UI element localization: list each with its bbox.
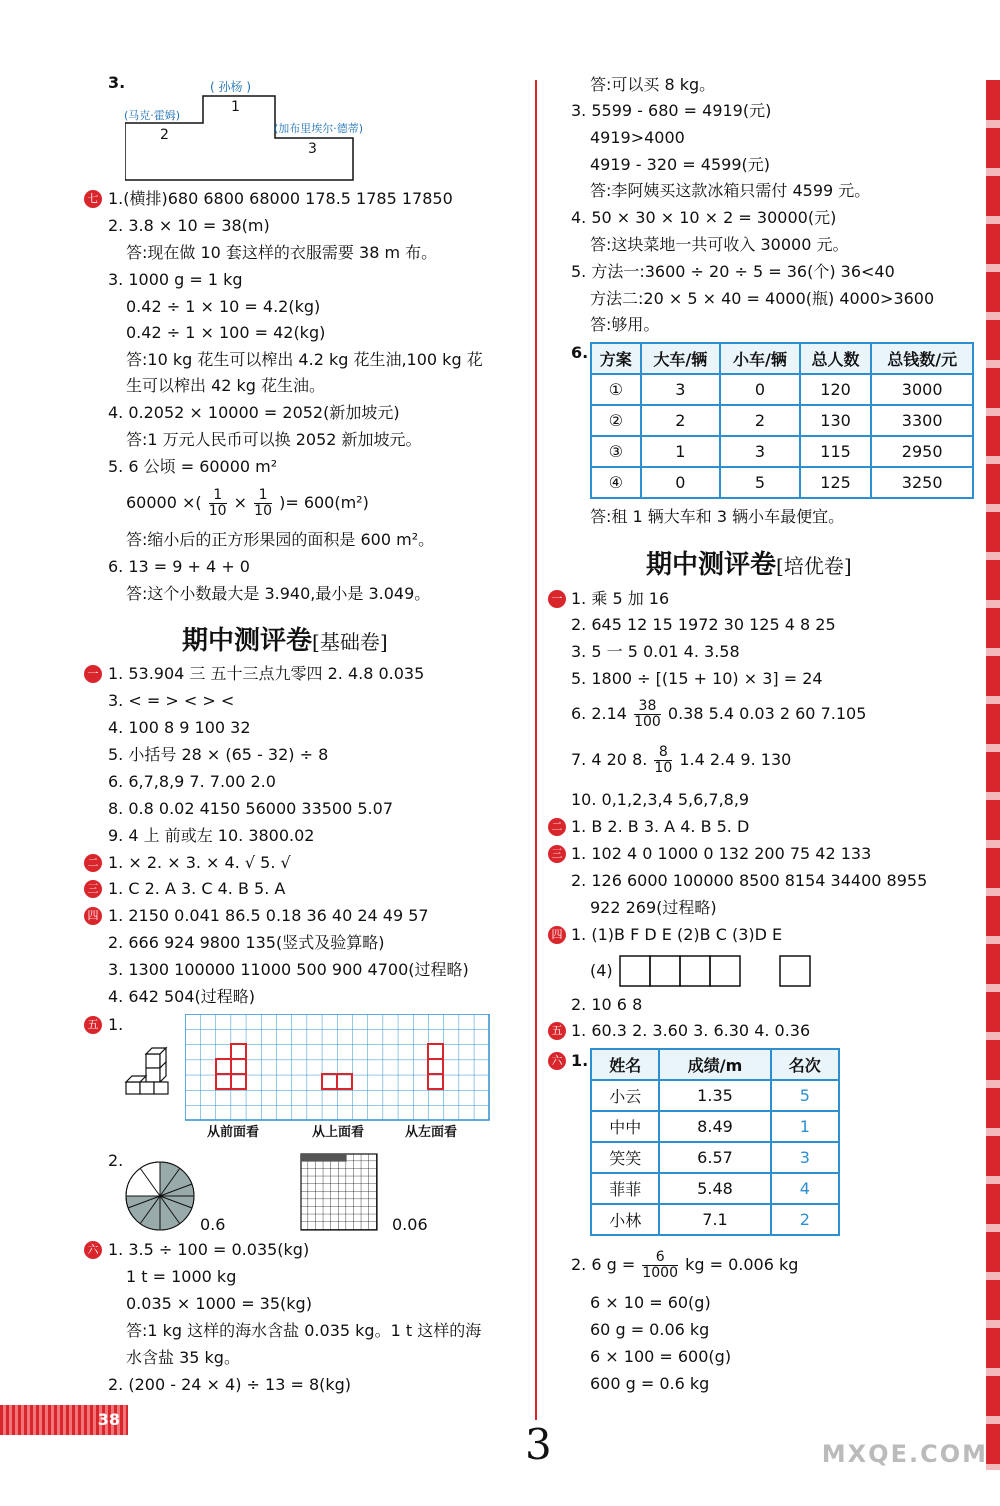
value-label: 0.06: [392, 1215, 428, 1234]
table-header: 大车/辆: [641, 343, 721, 374]
fraction-line: [571, 697, 866, 731]
answer-line: 3. < = > < > <: [108, 691, 235, 710]
answer-line: 5. 方法一:3600 ÷ 20 ÷ 5 = 36(个) 36<40: [571, 262, 895, 281]
podium-first-name: 孙杨: [218, 80, 243, 94]
answer-line: 水含盐 35 kg。: [126, 1348, 240, 1367]
answer-label: 1.: [108, 1015, 124, 1034]
answer-line: 4. 50 × 30 × 10 × 2 = 30000(元): [571, 208, 837, 227]
fraction-line-post: 0.38 5.4 0.03 2 60 7.105: [667, 704, 867, 723]
table-header: 姓名: [591, 1049, 659, 1080]
answer-line: 答:够用。: [590, 315, 660, 334]
view-grid: [185, 1014, 490, 1121]
section-title-sub: [培优卷]: [776, 554, 852, 578]
fraction-line-pre: 7. 4 20 8.: [571, 750, 648, 769]
answer-line: 1.(横排)680 6800 68000 178.5 1785 17850: [108, 189, 453, 208]
table-cell: 1: [641, 436, 721, 467]
table-cell: ①: [591, 374, 641, 405]
answer-line: 10. 0,1,2,3,4 5,6,7,8,9: [571, 790, 750, 809]
page-number: 38: [0, 1405, 128, 1435]
answer-line: 3. 5599 - 680 = 4919(元): [571, 101, 772, 120]
fraction-line-pre: 6. 2.14: [571, 704, 627, 723]
answer-line: 答:租 1 辆大车和 3 辆小车最便宜。: [590, 507, 845, 526]
table-cell: 3: [720, 436, 800, 467]
table-header: 小车/辆: [720, 343, 800, 374]
answer-line: 1 t = 1000 kg: [126, 1267, 237, 1286]
value-label: 0.6: [200, 1215, 226, 1234]
section-badge: 六: [548, 1052, 566, 1070]
table-header: 成绩/m: [659, 1049, 770, 1080]
section-badge: 六: [84, 1241, 102, 1259]
section-title-text: 期中测评卷: [646, 550, 777, 580]
fraction-numerator: 1: [254, 488, 272, 504]
rank-cell: 1: [771, 1111, 839, 1142]
answer-line: 方法二:20 × 5 × 40 = 4000(瓶) 4000>3600: [590, 289, 935, 308]
answer-line: 9. 4 上 前或左 10. 3800.02: [108, 826, 315, 845]
fraction: [642, 1250, 678, 1281]
table-row: [591, 405, 973, 436]
fraction-line-pre: 2. 6 g =: [571, 1255, 636, 1274]
answer-line: 0.42 ÷ 1 × 10 = 4.2(kg): [126, 297, 321, 316]
section-badge: 三: [84, 880, 102, 898]
rank-cell: 2: [771, 1204, 839, 1235]
watermark: MXQE.COM: [821, 1440, 988, 1468]
answer-line: 1. 60.3 2. 3.60 3. 6.30 4. 0.36: [571, 1021, 811, 1040]
podium-third-name: 加布里埃尔·德蒂: [278, 122, 359, 135]
table-row: [591, 1173, 839, 1204]
answer-label: 1.: [571, 1051, 589, 1070]
table-row: [591, 1080, 839, 1111]
section-badge: 七: [84, 190, 102, 208]
fraction-denominator: 1000: [642, 1265, 678, 1281]
fraction-line: [571, 1248, 798, 1282]
q3-label: 3.: [108, 73, 126, 92]
rank-cell: 4: [771, 1173, 839, 1204]
table-cell: ②: [591, 405, 641, 436]
shaded-circle: [124, 1160, 196, 1232]
table-cell: 0: [641, 467, 721, 498]
table-row: [591, 374, 973, 405]
table-cell: 2: [720, 405, 800, 436]
answer-line: 0.035 × 1000 = 35(kg): [126, 1294, 312, 1313]
table-cell: 3: [641, 374, 721, 405]
section-badge: 四: [84, 907, 102, 925]
answer-line: 5. 6 公顷 = 60000 m²: [108, 457, 278, 476]
section-title: [646, 544, 852, 581]
table-cell: 2950: [871, 436, 973, 467]
answer-label: 2.: [108, 1151, 124, 1170]
answer-line: 2. 126 6000 100000 8500 8154 34400 8955: [571, 871, 928, 890]
answer-line: 6 × 100 = 600(g): [590, 1347, 732, 1366]
plan-table: [590, 342, 974, 499]
fraction-numerator: 6: [642, 1250, 678, 1266]
table-cell: 120: [800, 374, 872, 405]
section-title-sub: [基础卷]: [312, 630, 388, 654]
answer-line: 2. 3.8 × 10 = 38(m): [108, 216, 270, 235]
podium-rank-3: 3: [308, 141, 317, 157]
fraction-line-post: kg = 0.006 kg: [685, 1255, 799, 1274]
table-cell: 小云: [591, 1080, 659, 1111]
table-cell: 130: [800, 405, 872, 436]
podium-first: ( 孙杨 ): [210, 80, 252, 94]
table-cell: 8.49: [659, 1111, 770, 1142]
answer-line: 1. 53.904 三 五十三点九零四 2. 4.8 0.035: [108, 664, 425, 683]
podium-second-name: 马克·霍姆: [128, 109, 176, 122]
handwritten-mark: 3: [525, 1420, 552, 1469]
answer-line: 600 g = 0.6 kg: [590, 1374, 710, 1393]
table-row: [591, 1111, 839, 1142]
podium-rank-2: 2: [160, 127, 169, 143]
answer-line: 答:这块菜地一共可收入 30000 元。: [590, 235, 849, 254]
table-header: 名次: [771, 1049, 839, 1080]
answer-line: 3. 1300 100000 11000 500 900 4700(过程略): [108, 960, 469, 979]
fraction-numerator: 1: [209, 488, 227, 504]
table-cell: 3300: [871, 405, 973, 436]
table-cell: 5: [720, 467, 800, 498]
answer-line: 1. B 2. B 3. A 4. B 5. D: [571, 817, 750, 836]
table-cell: 3000: [871, 374, 973, 405]
answer-label: 6.: [571, 343, 589, 362]
cube-stack-figure: [124, 1040, 174, 1096]
answer-line: 6. 13 = 9 + 4 + 0: [108, 557, 250, 576]
table-cell: ③: [591, 436, 641, 467]
answer-line: 1. 2150 0.041 86.5 0.18 36 40 24 49 57: [108, 906, 429, 925]
answer-line: 5. 小括号 28 × (65 - 32) ÷ 8: [108, 745, 329, 764]
fraction-denominator: 10: [254, 503, 272, 519]
answer-line: 4. 0.2052 × 10000 = 2052(新加坡元): [108, 403, 400, 422]
podium-second: (马克·霍姆): [124, 109, 181, 122]
table-cell: ④: [591, 467, 641, 498]
fraction-equation-post: )= 600(m²): [279, 493, 369, 512]
answer-line: 60 g = 0.06 kg: [590, 1320, 710, 1339]
shaded-grid: [300, 1153, 386, 1231]
view-label-front: 从前面看: [207, 1125, 260, 1140]
table-row: [591, 436, 973, 467]
answer-line: 答:李阿姨买这款冰箱只需付 4599 元。: [590, 181, 871, 200]
answer-line: 1. × 2. × 3. × 4. √ 5. √: [108, 853, 291, 872]
answer-line: 0.42 ÷ 1 × 100 = 42(kg): [126, 323, 326, 342]
table-cell: 2: [641, 405, 721, 436]
column-divider: [535, 80, 537, 1420]
side-color-band: [986, 80, 1000, 1470]
answer-line: 5. 1800 ÷ [(15 + 10) × 3] = 24: [571, 669, 823, 688]
section-title: [182, 620, 388, 657]
answer-line: 6 × 10 = 60(g): [590, 1293, 711, 1312]
table-header: 总钱数/元: [871, 343, 973, 374]
table-cell: 0: [720, 374, 800, 405]
podium-rank-1: 1: [231, 99, 240, 115]
answer-line: 答:可以买 8 kg。: [590, 75, 716, 94]
answer-line: 2. (200 - 24 × 4) ÷ 13 = 8(kg): [108, 1375, 352, 1394]
table-header: 总人数: [800, 343, 872, 374]
rank-cell: 3: [771, 1142, 839, 1173]
fraction-numerator: 38: [634, 699, 661, 715]
answer-line: 2. 645 12 15 1972 30 125 4 8 25: [571, 615, 836, 634]
answer-line: 4. 100 8 9 100 32: [108, 718, 251, 737]
section-badge: 五: [548, 1022, 566, 1040]
table-cell: 125: [800, 467, 872, 498]
fraction-numerator: 8: [654, 745, 672, 761]
table-cell: 115: [800, 436, 872, 467]
section-badge: 五: [84, 1016, 102, 1034]
table-cell: 3250: [871, 467, 973, 498]
fraction: [254, 488, 272, 519]
fraction-denominator: 10: [654, 760, 673, 776]
table-cell: 7.1: [659, 1204, 770, 1235]
answer-line: (4): [590, 961, 613, 980]
table-header-row: [591, 343, 973, 374]
fraction-equation-pre: 60000 ×(: [126, 493, 202, 512]
score-table: [590, 1048, 840, 1236]
fraction-denominator: 10: [208, 503, 227, 519]
fraction-line-post: 1.4 2.4 9. 130: [679, 750, 792, 769]
answer-line: 生可以榨出 42 kg 花生油。: [126, 376, 326, 395]
table-cell: 5.48: [659, 1173, 770, 1204]
table-cell: 小林: [591, 1204, 659, 1235]
table-cell: 1.35: [659, 1080, 770, 1111]
answer-line: 2. 10 6 8: [571, 995, 643, 1014]
answer-line: 3. 5 一 5 0.01 4. 3.58: [571, 642, 740, 661]
answer-line: 1. 乘 5 加 16: [571, 589, 670, 608]
fraction-denominator: 100: [634, 714, 661, 730]
answer-line: 8. 0.8 0.02 4150 56000 33500 5.07: [108, 799, 393, 818]
view-label-left: 从左面看: [405, 1125, 458, 1140]
view-label-top: 从上面看: [312, 1125, 365, 1140]
answer-line: 4919 - 320 = 4599(元): [590, 155, 770, 174]
fraction: [634, 699, 661, 730]
section-badge: 一: [548, 590, 566, 608]
answer-line: 答:现在做 10 套这样的衣服需要 38 m 布。: [126, 243, 438, 262]
table-header: 方案: [591, 343, 641, 374]
fraction-equation: [126, 486, 369, 520]
answer-line: 4919>4000: [590, 128, 685, 147]
table-row: [591, 467, 973, 498]
table-header-row: [591, 1049, 839, 1080]
answer-line: 答:1 kg 这样的海水含盐 0.035 kg。1 t 这样的海: [126, 1321, 482, 1340]
fraction: [654, 745, 672, 776]
table-cell: 笑笑: [591, 1142, 659, 1173]
rank-cell: 5: [771, 1080, 839, 1111]
section-badge: 二: [84, 854, 102, 872]
answer-line: 3. 1000 g = 1 kg: [108, 270, 243, 289]
answer-line: 答:这个小数最大是 3.940,最小是 3.049。: [126, 584, 431, 603]
answer-line: 4. 642 504(过程略): [108, 987, 256, 1006]
answer-line: 1. 3.5 ÷ 100 = 0.035(kg): [108, 1240, 310, 1259]
answer-line: 6. 6,7,8,9 7. 7.00 2.0: [108, 772, 276, 791]
answer-line: 答:1 万元人民币可以换 2052 新加坡元。: [126, 430, 422, 449]
fraction: [209, 488, 227, 519]
podium-third: (加布里埃尔·德蒂): [274, 122, 364, 135]
answer-line: 答:10 kg 花生可以榨出 4.2 kg 花生油,100 kg 花: [126, 350, 483, 369]
section-badge: 三: [548, 845, 566, 863]
answer-line: 答:缩小后的正方形果园的面积是 600 m²。: [126, 530, 435, 549]
table-cell: 菲菲: [591, 1173, 659, 1204]
box-figure: [618, 954, 818, 988]
section-badge: 一: [84, 665, 102, 683]
table-cell: 6.57: [659, 1142, 770, 1173]
answer-line: 1. (1)B F D E (2)B C (3)D E: [571, 925, 783, 944]
table-cell: 中中: [591, 1111, 659, 1142]
table-row: [591, 1142, 839, 1173]
section-title-text: 期中测评卷: [182, 626, 313, 656]
table-row: [591, 1204, 839, 1235]
answer-line: 1. C 2. A 3. C 4. B 5. A: [108, 879, 286, 898]
answer-line: 2. 666 924 9800 135(竖式及验算略): [108, 933, 385, 952]
fraction-multiply: ×: [233, 493, 248, 512]
answer-line: 1. 102 4 0 1000 0 132 200 75 42 133: [571, 844, 872, 863]
section-badge: 四: [548, 926, 566, 944]
section-badge: 二: [548, 818, 566, 836]
answer-line: 922 269(过程略): [590, 898, 717, 917]
fraction-line: [571, 743, 791, 777]
